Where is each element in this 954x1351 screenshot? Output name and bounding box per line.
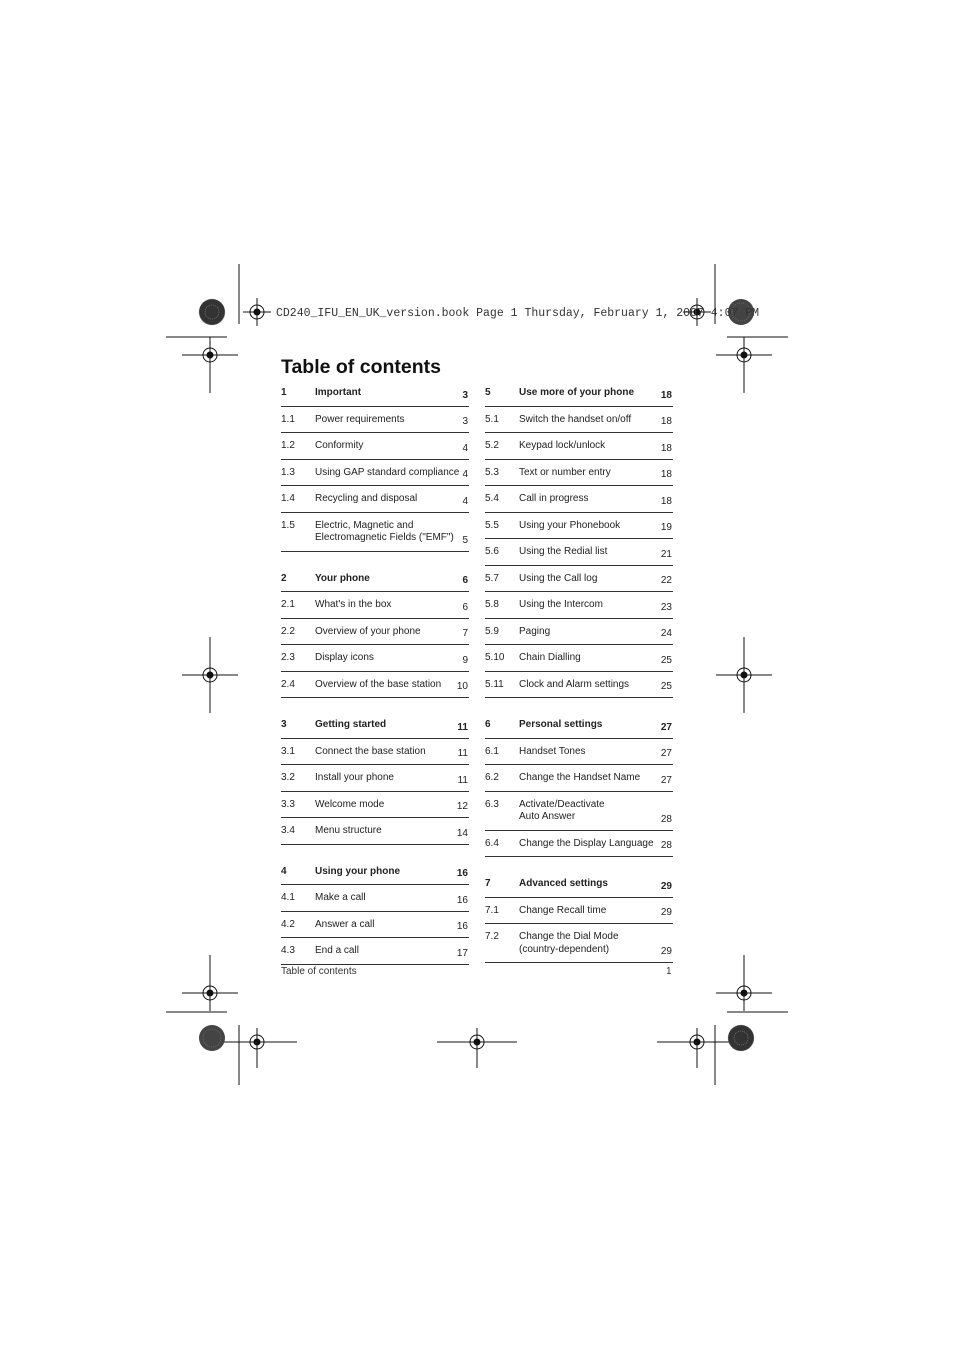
toc-entry-title: Change the Dial Mode (country-dependent): [519, 931, 619, 955]
toc-section-heading[interactable]: [485, 712, 673, 739]
toc-entry-number: 5.7: [485, 572, 499, 584]
toc-entry-title: Install your phone: [315, 772, 394, 783]
toc-entry-page: 29: [660, 946, 672, 957]
toc-entry-page: 6: [462, 601, 468, 613]
toc-entry[interactable]: [281, 433, 469, 460]
toc-entry-title: Chain Dialling: [519, 652, 581, 663]
toc-entry-page: 18: [660, 469, 672, 480]
toc-entry-page: 29: [660, 907, 672, 918]
toc-entry-page: 18: [660, 442, 672, 454]
toc-entry-title: Display icons: [315, 652, 374, 663]
toc-entry-page: 14: [456, 827, 468, 839]
toc-entry-title: Change the Handset Name: [519, 772, 641, 783]
toc-entry-page: 10: [456, 681, 468, 692]
toc-entry-number: 5.6: [485, 546, 499, 557]
toc-entry-number: 7.2: [485, 931, 499, 942]
toc-entry-title: Overview of your phone: [315, 625, 421, 637]
toc-entry-number: 1.1: [281, 413, 295, 425]
toc-entry-number: 4.2: [281, 918, 295, 930]
toc-entry[interactable]: [281, 486, 469, 513]
toc-entry-number: 7.1: [485, 904, 499, 916]
toc-entry[interactable]: [281, 912, 469, 939]
toc-entry-number: 3.3: [281, 798, 295, 810]
footer-page-number: 1: [666, 966, 672, 977]
toc-entry-title: Keypad lock/unlock: [519, 440, 606, 451]
toc-entry[interactable]: [485, 898, 673, 925]
toc-entry[interactable]: [485, 792, 673, 831]
toc-entry-title: Text or number entry: [519, 466, 611, 478]
toc-entry-page: 18: [660, 495, 672, 507]
toc-entry-title: Menu structure: [315, 825, 382, 836]
toc-entry[interactable]: [485, 645, 673, 672]
toc-entry-title: Your phone: [315, 572, 370, 584]
toc-entry-number: 1.4: [281, 493, 295, 504]
toc-entry-number: 1.5: [281, 519, 295, 531]
toc-entry-title: End a call: [315, 945, 359, 956]
toc-entry-page: 19: [660, 522, 672, 533]
toc-entry-page: 7: [462, 628, 468, 639]
toc-entry-page: 18: [660, 416, 672, 427]
toc-entry-page: 11: [457, 774, 468, 786]
toc-entry-page: 16: [456, 868, 468, 879]
toc-entry-page: 28: [660, 813, 672, 825]
toc-entry-page: 4: [462, 469, 468, 480]
toc-entry-page: 25: [660, 681, 672, 692]
toc-entry-title: Getting started: [315, 719, 387, 730]
toc-entry-title: Paging: [519, 625, 551, 637]
toc-entry-number: 2.2: [281, 625, 295, 637]
toc-entry[interactable]: [281, 739, 469, 766]
toc-entry-number: 5.5: [485, 519, 499, 531]
toc-entry[interactable]: [485, 831, 673, 858]
toc-entry-page: 29: [660, 880, 672, 892]
toc-entry[interactable]: [485, 765, 673, 792]
toc-entry-number: 3: [281, 719, 287, 730]
toc-entry-title: Conformity: [315, 440, 364, 451]
toc-entry-title: Overview of the base station: [315, 678, 442, 690]
toc-entry-page: 25: [660, 654, 672, 666]
toc-entry-title: Using GAP standard compliance: [315, 466, 460, 478]
toc-entry[interactable]: [281, 672, 469, 699]
toc-entry-page: 6: [462, 575, 468, 586]
toc-entry-title: Change the Display Language: [519, 837, 654, 849]
toc-entry[interactable]: [485, 513, 673, 540]
toc-entry-title: Welcome mode: [315, 798, 385, 810]
toc-entry[interactable]: [281, 513, 469, 552]
toc-entry[interactable]: [281, 460, 469, 487]
toc-entry-number: 5.10: [485, 652, 505, 663]
toc-entry-number: 5.4: [485, 493, 499, 504]
toc-entry[interactable]: [485, 460, 673, 487]
toc-entry[interactable]: [281, 885, 469, 912]
toc-entry-number: 5.2: [485, 440, 499, 451]
toc-entry-page: 12: [456, 801, 468, 812]
toc-section-heading[interactable]: [281, 859, 469, 886]
toc-entry-number: 5.1: [485, 413, 499, 425]
toc-entry[interactable]: [485, 433, 673, 460]
toc-entry-title: Answer a call: [315, 918, 375, 930]
toc-entry-page: 4: [462, 442, 468, 454]
toc-entry[interactable]: [485, 592, 673, 619]
toc-entry[interactable]: [485, 486, 673, 513]
toc-entry[interactable]: [485, 924, 673, 963]
toc-entry-number: 1.3: [281, 466, 295, 478]
toc-section-heading[interactable]: [281, 380, 469, 407]
toc-entry-number: 6.1: [485, 745, 499, 757]
toc-entry-title: Electric, Magnetic and Electromagnetic Fields ("EMF"): [315, 519, 454, 543]
toc-entry-page: 4: [462, 495, 468, 507]
toc-entry[interactable]: [281, 645, 469, 672]
toc-entry[interactable]: [281, 407, 469, 434]
toc-right-column: [485, 380, 673, 963]
toc-entry-number: 2.1: [281, 599, 295, 610]
toc-entry-title: Advanced settings: [519, 878, 608, 889]
print-header-line: CD240_IFU_EN_UK_version.book Page 1 Thursday, February 1, 2007 4:07 PM: [276, 307, 760, 320]
toc-entry-number: 6: [485, 719, 491, 730]
toc-entry-page: 21: [660, 548, 672, 560]
toc-entry[interactable]: [281, 938, 469, 965]
toc-entry-number: 1.2: [281, 440, 295, 451]
toc-entry-page: 27: [660, 721, 672, 733]
toc-entry[interactable]: [281, 619, 469, 646]
toc-entry-page: 27: [660, 748, 672, 759]
toc-entry-number: 6.4: [485, 837, 499, 849]
toc-entry-number: 1: [281, 387, 287, 398]
toc-entry-number: 6.3: [485, 798, 499, 810]
toc-entry-title: Important: [315, 387, 362, 398]
toc-entry-number: 3.4: [281, 825, 295, 836]
toc-entry-title: Power requirements: [315, 413, 405, 425]
toc-entry-title: Using the Redial list: [519, 546, 608, 557]
toc-entry-page: 5: [462, 534, 468, 546]
toc-entry-number: 3.2: [281, 772, 295, 783]
toc-entry-number: 5.9: [485, 625, 499, 637]
toc-entry-title: Personal settings: [519, 719, 603, 730]
toc-entry-page: 17: [456, 947, 468, 959]
toc-entry-page: 16: [456, 921, 468, 932]
toc-entry-page: 22: [660, 575, 672, 586]
toc-section-heading[interactable]: [485, 871, 673, 898]
toc-entry-title: Call in progress: [519, 493, 589, 504]
toc-entry-page: 11: [457, 721, 468, 733]
toc-entry[interactable]: [485, 672, 673, 699]
toc-entry-title: Switch the handset on/off: [519, 413, 632, 425]
toc-entry-title: Use more of your phone: [519, 387, 635, 398]
toc-entry[interactable]: [281, 792, 469, 819]
toc-entry-number: 2.4: [281, 678, 295, 690]
toc-entry-page: 9: [462, 654, 468, 666]
toc-entry-title: Recycling and disposal: [315, 493, 418, 504]
toc-entry-page: 23: [660, 601, 672, 613]
toc-section-heading[interactable]: [281, 712, 469, 739]
toc-entry-page: 18: [660, 389, 672, 401]
toc-entry[interactable]: [281, 592, 469, 619]
toc-entry-page: 3: [462, 416, 468, 427]
toc-entry-number: 4: [281, 865, 287, 877]
toc-entry[interactable]: [281, 818, 469, 845]
toc-entry-title: Connect the base station: [315, 745, 426, 757]
toc-entry[interactable]: [281, 765, 469, 792]
toc-entry-title: Activate/Deactivate Auto Answer: [519, 798, 605, 822]
footer-section-title: Table of contents: [281, 966, 357, 977]
toc-entry-number: 2: [281, 572, 287, 584]
page-title: Table of contents: [281, 356, 441, 378]
toc-entry[interactable]: [485, 407, 673, 434]
toc-entry[interactable]: [485, 739, 673, 766]
toc-entry-number: 5: [485, 387, 491, 398]
toc-entry-page: 3: [462, 389, 468, 401]
toc-entry-title: Make a call: [315, 892, 366, 903]
toc-entry-title: Using your Phonebook: [519, 519, 621, 531]
toc-section-heading[interactable]: [485, 380, 673, 407]
toc-entry-number: 4.1: [281, 892, 295, 903]
toc-left-column: [281, 380, 469, 965]
toc-entry-number: 4.3: [281, 945, 295, 956]
toc-entry-title: Using the Call log: [519, 572, 598, 584]
toc-entry-number: 5.11: [485, 678, 504, 690]
toc-entry[interactable]: [485, 566, 673, 593]
toc-entry-title: What's in the box: [315, 599, 392, 610]
toc-entry-number: 3.1: [281, 745, 295, 757]
toc-entry-number: 7: [485, 878, 491, 889]
toc-entry-number: 2.3: [281, 652, 295, 663]
toc-entry-number: 5.8: [485, 599, 499, 610]
toc-entry-page: 27: [660, 774, 672, 786]
toc-entry-page: 24: [660, 628, 672, 639]
toc-entry[interactable]: [485, 539, 673, 566]
toc-entry-title: Change Recall time: [519, 904, 607, 916]
toc-entry-page: 16: [456, 894, 468, 906]
toc-entry-page: 28: [660, 840, 672, 851]
toc-entry-title: Using the Intercom: [519, 599, 603, 610]
toc-entry[interactable]: [485, 619, 673, 646]
toc-entry-number: 6.2: [485, 772, 499, 783]
toc-entry-title: Clock and Alarm settings: [519, 678, 630, 690]
toc-entry-title: Using your phone: [315, 865, 400, 877]
toc-entry-title: Handset Tones: [519, 745, 586, 757]
toc-section-heading[interactable]: [281, 566, 469, 593]
toc-entry-page: 11: [457, 748, 468, 759]
toc-entry-number: 5.3: [485, 466, 499, 478]
